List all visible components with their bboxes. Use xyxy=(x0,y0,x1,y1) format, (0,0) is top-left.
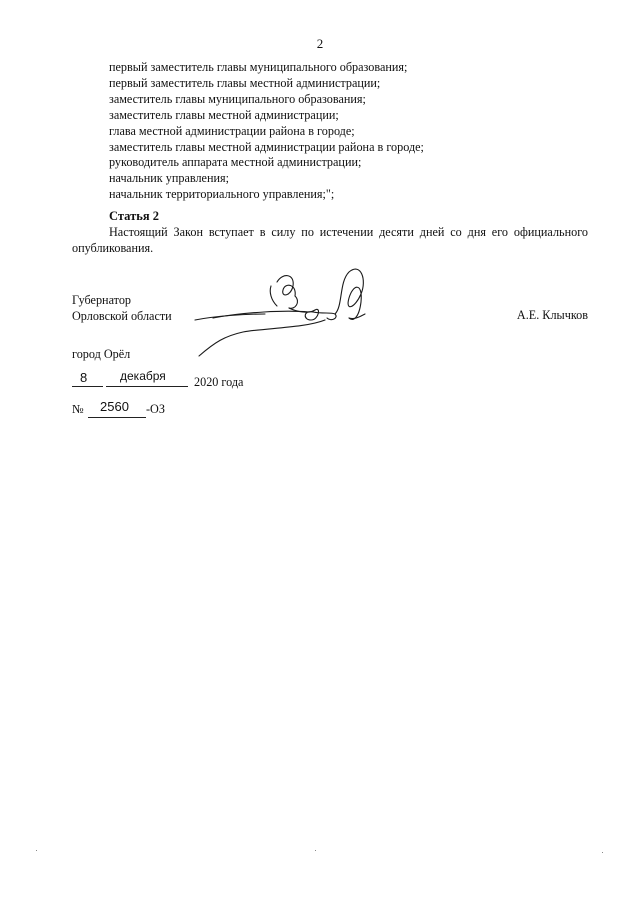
article-text: Настоящий Закон вступает в силу по истечении десяти дней со дня его официального опубликования. xyxy=(72,225,588,255)
date-month: декабря xyxy=(120,369,166,383)
place-city: город Орёл xyxy=(72,347,131,361)
scan-speck xyxy=(315,850,316,851)
law-number-suffix: -ОЗ xyxy=(146,402,165,416)
signatory-title-line1: Губернатор xyxy=(72,293,132,307)
handwritten-signature xyxy=(185,262,385,362)
month-blank xyxy=(106,386,188,387)
positions-list xyxy=(109,60,424,203)
signatory-title xyxy=(72,292,172,324)
list-item: заместитель главы местной администрации района в городе; xyxy=(109,139,424,154)
page-number: 2 xyxy=(316,36,324,51)
signatory-title-line2: Орловской области xyxy=(72,309,172,323)
signatory-name: А.Е. Клычков xyxy=(516,308,588,322)
list-item: первый заместитель главы муниципального образования; xyxy=(109,60,408,74)
list-item: первый заместитель главы местной администрации; xyxy=(109,75,381,90)
number-blank xyxy=(88,417,146,418)
law-number-value: 2560 xyxy=(100,399,129,414)
law-number-line xyxy=(72,399,192,422)
article-heading: Статья 2 xyxy=(109,209,159,223)
list-item: глава местной администрации района в городе; xyxy=(109,123,355,138)
date-line xyxy=(72,370,272,390)
list-item: начальник управления; xyxy=(109,171,229,186)
day-blank xyxy=(72,386,103,387)
list-item: начальник территориального управления;"; xyxy=(109,187,335,202)
list-item: заместитель главы муниципального образования; xyxy=(109,91,366,106)
date-year: 2020 года xyxy=(194,375,244,389)
scan-speck xyxy=(36,850,37,851)
scan-speck xyxy=(602,852,603,853)
date-day: 8 xyxy=(80,370,88,385)
list-item: заместитель главы местной администрации; xyxy=(109,107,339,122)
list-item: руководитель аппарата местной администрации; xyxy=(109,155,362,170)
number-sign: № xyxy=(72,402,84,416)
